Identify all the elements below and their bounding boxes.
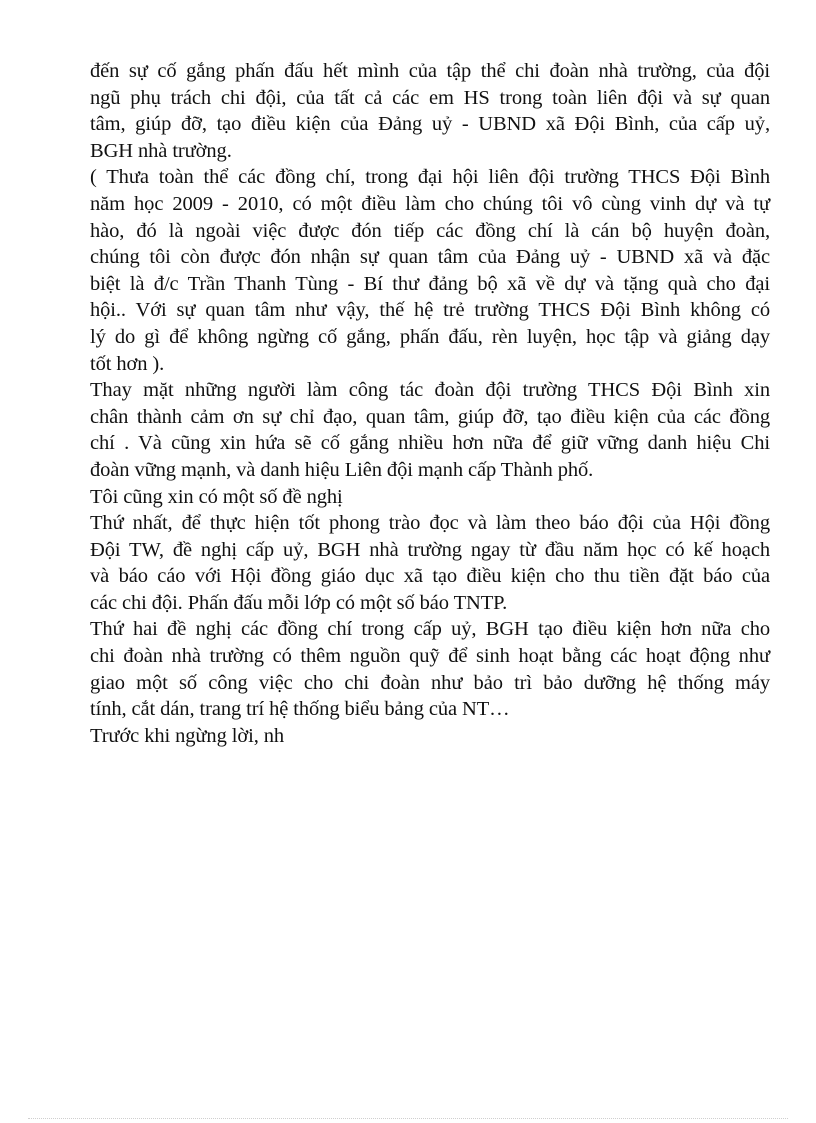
text-line: Thứ hai đề nghị các đồng chí trong cấp uỷ, BGH tạo điều kiện hơn nữa cho	[90, 618, 770, 641]
paragraph-6	[90, 616, 770, 722]
text-line: đoàn vững mạnh, và danh hiệu Liên đội mạnh cấp Thành phố.	[90, 458, 594, 481]
text-line: lý do gì để không ngừng cố gắng, phấn đấu, rèn luyện, học tập và giảng dạy	[90, 325, 770, 348]
text-line: ( Thưa toàn thể các đồng chí, trong đại hội liên đội trường THCS Đội Bình	[90, 166, 770, 189]
text-line: Đội TW, đề nghị cấp uỷ, BGH nhà trường ngay từ đầu năm học có kế hoạch	[90, 538, 770, 561]
paragraph-2	[90, 164, 770, 377]
document-body	[90, 58, 770, 749]
text-line: hào, đó là ngoài việc được đón tiếp các đồng chí là cán bộ huyện đoàn,	[90, 219, 770, 242]
text-line: BGH nhà trường.	[90, 139, 232, 162]
text-line: biệt là đ/c Trần Thanh Tùng - Bí thư đảng bộ xã về dự và tặng quà cho đại	[90, 272, 770, 295]
text-line: giao một số công việc cho chi đoàn như bảo trì bảo dưỡng hệ thống máy	[90, 671, 770, 694]
text-line: Thứ nhất, để thực hiện tốt phong trào đọc và làm theo báo đội của Hội đồng	[90, 512, 770, 535]
text-line: chân thành cảm ơn sự chỉ đạo, quan tâm, giúp đỡ, tạo điều kiện của các đồng	[90, 405, 770, 428]
text-line: Thay mặt những người làm công tác đoàn đội trường THCS Đội Bình xin	[90, 379, 770, 402]
text-line: các chi đội. Phấn đấu mỗi lớp có một số báo TNTP.	[90, 591, 508, 614]
page-bottom-divider	[28, 1118, 788, 1119]
paragraph-1	[90, 58, 770, 164]
paragraph-7	[90, 723, 770, 750]
text-line: và báo cáo với Hội đồng giáo dục xã tạo điều kiện cho thu tiền đặt báo của	[90, 565, 770, 588]
paragraph-5	[90, 510, 770, 616]
text-line: Trước khi ngừng lời, nh	[90, 724, 285, 747]
text-line: tốt hơn ).	[90, 352, 165, 375]
text-line: chúng tôi còn được đón nhận sự quan tâm của Đảng uỷ - UBND xã và đặc	[90, 246, 770, 269]
paragraph-3	[90, 377, 770, 483]
text-line: tính, cắt dán, trang trí hệ thống biểu bảng của NT…	[90, 698, 510, 721]
text-line: ngũ phụ trách chi đội, của tất cả các em HS trong toàn liên đội và sự quan	[90, 86, 770, 109]
text-line: chí . Và cũng xin hứa sẽ cố gắng nhiều hơn nữa để giữ vững danh hiệu Chi	[90, 432, 770, 455]
text-line: năm học 2009 - 2010, có một điều làm cho chúng tôi vô cùng vinh dự và tự	[90, 192, 770, 215]
text-line: chi đoàn nhà trường có thêm nguồn quỹ để sinh hoạt bằng các hoạt động như	[90, 645, 770, 668]
text-line: Tôi cũng xin có một số đề nghị	[90, 485, 343, 508]
text-line: đến sự cố gắng phấn đấu hết mình của tập thể chi đoàn nhà trường, của đội	[90, 60, 770, 82]
paragraph-4	[90, 484, 770, 511]
text-line: tâm, giúp đỡ, tạo điều kiện của Đảng uỷ - UBND xã Đội Bình, của cấp uỷ,	[90, 113, 770, 136]
text-line: hội.. Với sự quan tâm như vậy, thế hệ trẻ trường THCS Đội Bình không có	[90, 299, 770, 322]
